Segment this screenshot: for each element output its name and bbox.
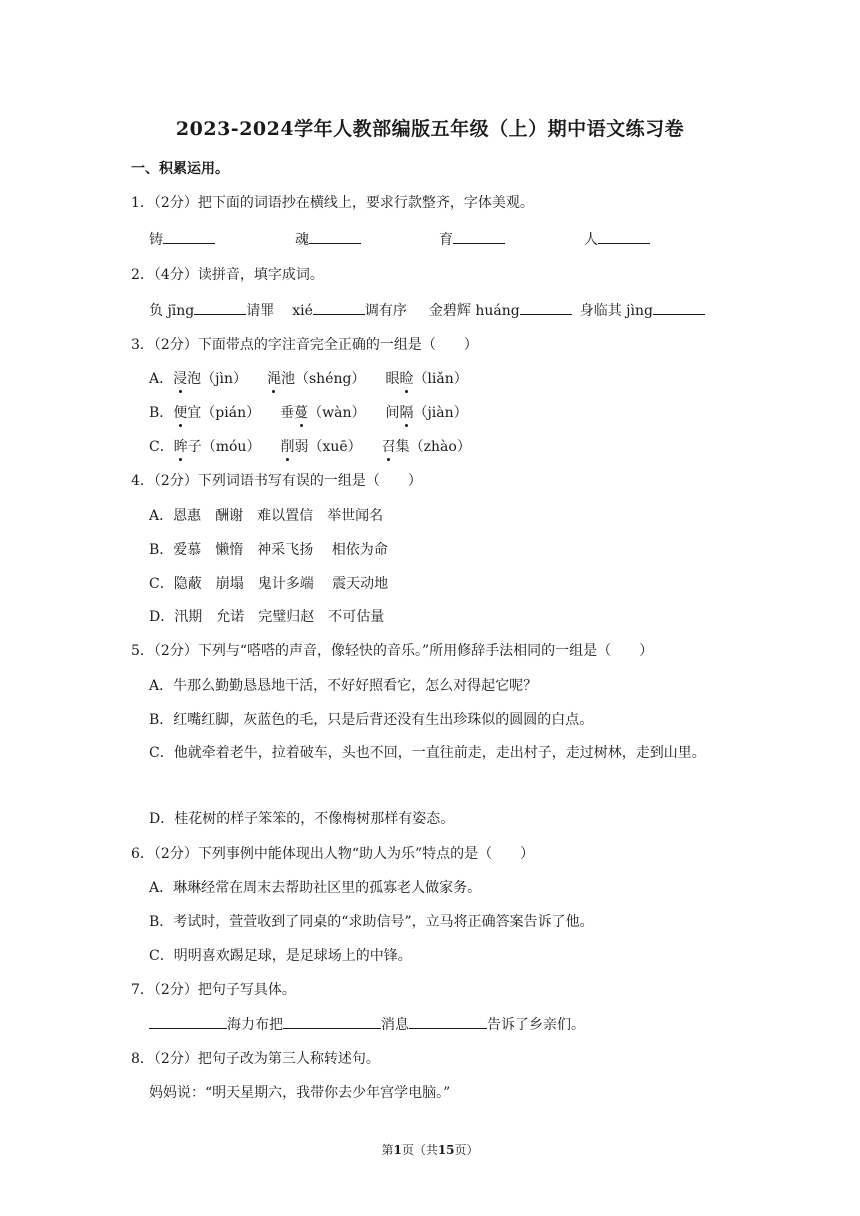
sentence-part: 消息: [381, 1017, 409, 1033]
pinyin-text: 身临其 jìng: [579, 303, 653, 319]
pinyin-text: xié: [292, 303, 313, 319]
page-footer: [0, 1141, 860, 1158]
option-text: 子（móu）: [187, 439, 261, 455]
option-a: A．牛那么勤勤恳恳地干活，不好好照看它，怎么对得起它呢？: [149, 678, 538, 694]
answer-blank[interactable]: [409, 1027, 487, 1029]
option-label: C．: [149, 439, 174, 455]
answer-blank[interactable]: [520, 313, 572, 315]
question-7: 7．（2分）把句子写具体。: [131, 982, 296, 998]
question-8: 8．（2分）把句子改为第三人称转述句。: [131, 1051, 380, 1067]
answer-blank[interactable]: [453, 242, 505, 244]
option-b: B．爱慕 懒惰 神采飞扬 相依为命: [149, 542, 388, 558]
question-6: 6．（2分）下列事例中能体现出人物“助人为乐”特点的是（ ）: [131, 846, 535, 862]
word: 育: [439, 232, 453, 248]
dotted-char: 蔓: [294, 402, 308, 422]
option-text: 池（shéng）: [280, 371, 366, 387]
question-2: 2．（4分）读拼音，填字成词。: [131, 267, 324, 283]
dotted-char: 渑: [267, 368, 281, 388]
answer-blank[interactable]: [283, 1027, 381, 1029]
dotted-char: 召: [382, 436, 396, 456]
option-c: [149, 436, 471, 456]
option-text: 宜（pián）: [187, 405, 261, 421]
sentence-part: 海力布把: [227, 1017, 283, 1033]
option-b: B．考试时，萱萱收到了同桌的“求助信号”，立马将正确答案告诉了他。: [149, 914, 594, 930]
option-label: B．: [149, 405, 174, 421]
dotted-char: 眸: [174, 436, 188, 456]
dotted-char: 削: [280, 436, 294, 456]
pinyin-text: 金碧辉 huáng: [428, 303, 520, 319]
answer-blank[interactable]: [313, 313, 365, 315]
footer-text: 页）: [454, 1143, 479, 1157]
option-text: 泡（jìn）: [187, 371, 247, 387]
answer-blank[interactable]: [309, 242, 361, 244]
option-label: A．: [149, 371, 174, 387]
option-d: D．汛期 允诺 完璧归赵 不可估量: [149, 609, 385, 625]
word-suffix: 调有序: [364, 303, 407, 319]
option-text: 间: [385, 405, 400, 421]
sentence-part: 告诉了乡亲们。: [487, 1017, 585, 1033]
option-c: C．明明喜欢踢足球，是足球场上的中锋。: [149, 948, 412, 964]
pinyin-row: [149, 300, 705, 320]
answer-blank[interactable]: [194, 313, 246, 315]
option-a: A．恩惠 酬谢 难以置信 举世闻名: [149, 508, 384, 524]
section-heading: 一、积累运用。: [131, 161, 229, 177]
word-suffix: 请罪: [246, 303, 275, 319]
answer-blank[interactable]: [149, 1027, 227, 1029]
option-text: （wàn）: [308, 405, 366, 421]
word: 魂: [295, 232, 309, 248]
option-text: 弱（xuē）: [294, 439, 362, 455]
fill-sentence: [149, 1014, 585, 1034]
option-b: B．红嘴红脚，灰蓝色的毛，只是后背还没有生出珍珠似的圆圆的白点。: [149, 712, 594, 728]
dotted-char: 便: [173, 402, 187, 422]
option-a: [149, 368, 468, 388]
option-c: C．隐蔽 崩塌 鬼计多端 震天动地: [149, 576, 389, 592]
page-total: 15: [437, 1143, 455, 1157]
pinyin-text: 负 jīng: [149, 303, 195, 319]
option-text: （jiàn）: [413, 405, 468, 421]
option-text: （liǎn）: [413, 371, 468, 387]
option-c: C．他就牵着老牛，拉着破车，头也不回，一直往前走，走出村子，走过树林，走到山里。: [149, 745, 706, 761]
footer-text: 页（共: [401, 1143, 438, 1157]
page-title: 2023-2024学年人教部编版五年级（上）期中语文练习卷: [175, 118, 685, 140]
question-3: 3．（2分）下面带点的字注音完全正确的一组是（ ）: [131, 337, 478, 353]
dotted-char: 浸: [173, 368, 187, 388]
dotted-char: 隔: [399, 402, 413, 422]
quoted-sentence: 妈妈说：“明天星期六，我带你去少年宫学电脑。”: [149, 1085, 451, 1101]
answer-blank[interactable]: [598, 242, 650, 244]
question-4: 4．（2分）下列词语书写有误的一组是（ ）: [131, 473, 422, 489]
option-b: [149, 402, 468, 422]
answer-blank[interactable]: [163, 242, 215, 244]
question-5: 5．（2分）下列与“嗒嗒的声音，像轻快的音乐。”所用修辞手法相同的一组是（ ）: [131, 643, 654, 659]
word: 铸: [149, 232, 163, 248]
option-text: 集（zhào）: [395, 439, 471, 455]
page-number: 1: [393, 1143, 402, 1157]
answer-blank[interactable]: [653, 313, 705, 315]
option-d: D．桂花树的样子笨笨的，不像梅树那样有姿态。: [149, 811, 455, 827]
option-text: 垂: [280, 405, 295, 421]
option-text: 眼: [385, 371, 400, 387]
footer-text: 第: [381, 1143, 394, 1157]
option-a: A．琳琳经常在周末去帮助社区里的孤寡老人做家务。: [149, 880, 482, 896]
word: 人: [584, 232, 598, 248]
dotted-char: 睑: [399, 368, 413, 388]
question-1: 1．（2分）把下面的词语抄在横线上，要求行款整齐，字体美观。: [131, 195, 534, 211]
